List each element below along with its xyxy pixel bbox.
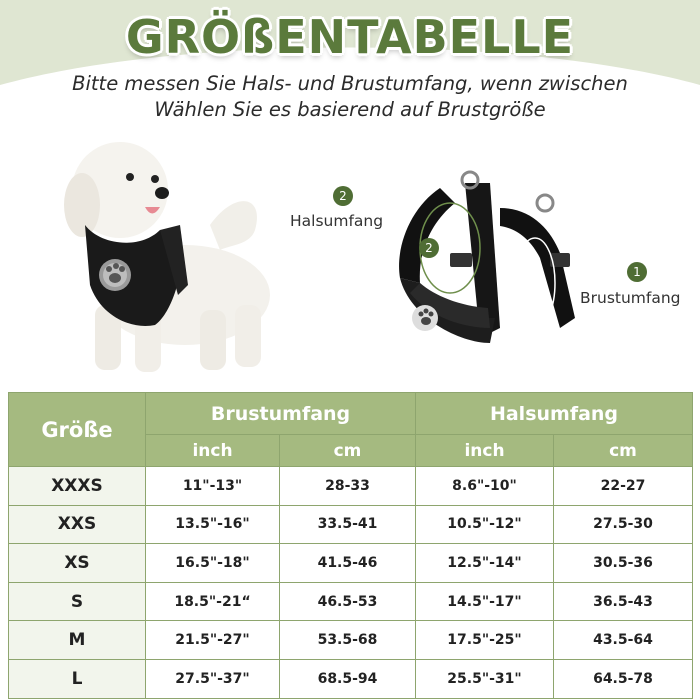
size-cell: XXXS xyxy=(9,467,146,506)
chest-inch-cell: 27.5"-37" xyxy=(146,659,280,698)
size-cell: S xyxy=(9,582,146,621)
chest-cm-cell: 41.5-46 xyxy=(280,544,416,583)
size-header: Größe xyxy=(9,393,146,467)
chest-cm-cell: 28-33 xyxy=(280,467,416,506)
neck-inch-cell: 25.5"-31" xyxy=(416,659,554,698)
subtitle-line-1: Bitte messen Sie Hals- und Brustumfang, wenn zwischen xyxy=(72,72,628,95)
neck-cm-cell: 30.5-36 xyxy=(554,544,693,583)
chest-cm-cell: 68.5-94 xyxy=(280,659,416,698)
page-title: GRÖßENTABELLE xyxy=(125,10,575,64)
chest-inch-cell: 18.5"-21“ xyxy=(146,582,280,621)
neck-inch-cell: 12.5"-14" xyxy=(416,544,554,583)
chest-inch-cell: 16.5"-18" xyxy=(146,544,280,583)
table-row xyxy=(9,544,693,583)
size-cell: M xyxy=(9,621,146,660)
table-row xyxy=(9,582,693,621)
neck-cm-cell: 64.5-78 xyxy=(554,659,693,698)
chest-cm-cell: 53.5-68 xyxy=(280,621,416,660)
chest-inch-cell: 13.5"-16" xyxy=(146,505,280,544)
neck-label: Halsumfang xyxy=(290,212,384,230)
chest-cm-header: cm xyxy=(280,435,416,467)
inner-number-badge: 2 xyxy=(419,238,439,258)
neck-inch-cell: 8.6"-10" xyxy=(416,467,554,506)
neck-cm-cell: 22-27 xyxy=(554,467,693,506)
size-table xyxy=(8,392,693,699)
neck-inch-header: inch xyxy=(416,435,554,467)
neck-cm-cell: 43.5-64 xyxy=(554,621,693,660)
dog-illustration xyxy=(60,135,285,380)
size-cell: L xyxy=(9,659,146,698)
chest-inch-cell: 11"-13" xyxy=(146,467,280,506)
table-row xyxy=(9,467,693,506)
neck-cm-cell: 36.5-43 xyxy=(554,582,693,621)
table-row xyxy=(9,621,693,660)
neck-header: Halsumfang xyxy=(416,393,693,435)
neck-inch-cell: 10.5"-12" xyxy=(416,505,554,544)
harness-illustration xyxy=(380,168,600,368)
subtitle-line-2: Wählen Sie es basierend auf Brustgröße xyxy=(154,98,546,121)
chest-header: Brustumfang xyxy=(146,393,416,435)
chest-cm-cell: 33.5-41 xyxy=(280,505,416,544)
chest-cm-cell: 46.5-53 xyxy=(280,582,416,621)
neck-inch-cell: 14.5"-17" xyxy=(416,582,554,621)
neck-number-badge: 2 xyxy=(333,186,353,206)
table-row xyxy=(9,659,693,698)
neck-inch-cell: 17.5"-25" xyxy=(416,621,554,660)
neck-cm-cell: 27.5-30 xyxy=(554,505,693,544)
chest-inch-cell: 21.5"-27" xyxy=(146,621,280,660)
neck-cm-header: cm xyxy=(554,435,693,467)
chest-number-badge: 1 xyxy=(627,262,647,282)
chest-inch-header: inch xyxy=(146,435,280,467)
size-cell: XXS xyxy=(9,505,146,544)
size-cell: XS xyxy=(9,544,146,583)
chest-label: Brustumfang xyxy=(580,289,681,307)
table-row xyxy=(9,505,693,544)
